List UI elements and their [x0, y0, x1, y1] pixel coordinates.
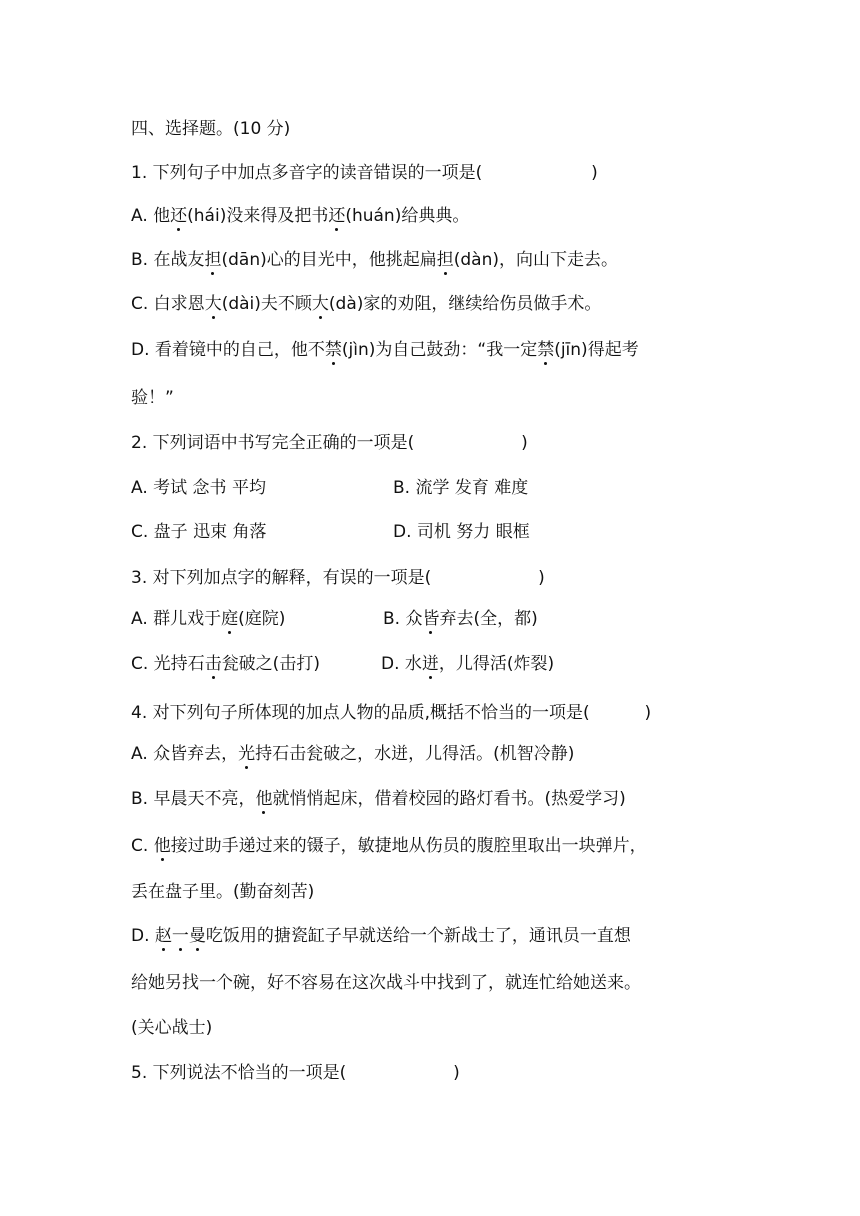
text: B. 早晨天不亮，	[131, 789, 256, 809]
q2-option-b[interactable]: B. 流学 发育 难度	[393, 478, 529, 498]
q3-option-d[interactable]	[381, 653, 554, 675]
dotted-char: 禁	[324, 340, 342, 360]
dotted-char: 赵	[154, 926, 172, 946]
dotted-char: 曼	[188, 926, 206, 946]
text: (dài)夫不顾	[221, 294, 312, 314]
text: 持石击瓮破之，水迸，儿得活。(机智冷静)	[255, 744, 575, 764]
text: (huán)给典典。	[345, 206, 470, 226]
q4-option-a[interactable]	[131, 743, 574, 765]
q4-option-b[interactable]	[131, 788, 626, 810]
q2-option-a[interactable]: A. 考试 念书 平均	[131, 478, 266, 498]
q2-stem-text: 2. 下列词语中书写完全正确的一项是(	[131, 433, 415, 453]
dotted-char: 禁	[537, 340, 555, 360]
q5-stem	[131, 1062, 460, 1084]
text: B. 在战友	[131, 250, 205, 270]
q2-option-c[interactable]: C. 盘子 迅束 角落	[131, 522, 267, 542]
text: (庭院)	[238, 609, 286, 629]
q1-option-d[interactable]	[131, 339, 639, 361]
text: B. 众	[383, 609, 423, 629]
q4-option-d-cont: 给她另找一个碗，好不容易在这次战斗中找到了，就连忙给她送来。	[131, 973, 641, 993]
text: 就悄悄起床，借着校园的路灯看书。(热爱学习)	[272, 789, 626, 809]
q1-option-a[interactable]	[131, 205, 469, 227]
text: (jìn)为自己鼓劲：“我一定	[341, 340, 538, 360]
q3-option-c[interactable]	[131, 653, 320, 675]
dotted-char: 担	[436, 250, 454, 270]
q5-close: )	[453, 1063, 460, 1083]
q2-option-d[interactable]: D. 司机 努力 眼框	[393, 522, 530, 542]
text: (dàn)，向山下走去。	[453, 250, 618, 270]
text: 弃去(全，都)	[439, 609, 538, 629]
section-title: 四、选择题。(10 分)	[131, 119, 291, 139]
text: (jīn)得起考	[554, 340, 639, 360]
text: 吃饭用的搪瓷缸子早就送给一个新战士了，通讯员一直想	[205, 926, 631, 946]
q2-stem	[131, 432, 528, 454]
q4-option-c[interactable]	[131, 835, 647, 857]
text: D. 水	[381, 654, 422, 674]
q1-stem-text: 1. 下列句子中加点多音字的读音错误的一项是(	[131, 163, 483, 183]
q4-option-d-cont2: (关心战士)	[131, 1018, 213, 1038]
q1-option-d-cont: 验！”	[131, 388, 174, 408]
dotted-char: 他	[153, 836, 171, 856]
text: C. 光持石	[131, 654, 205, 674]
q4-stem	[131, 702, 651, 724]
dotted-char: 大	[204, 294, 222, 314]
text: (dà)家的劝阻，继续给伤员做手术。	[328, 294, 602, 314]
q1-option-c[interactable]	[131, 293, 601, 315]
q3-stem-text: 3. 对下列加点字的解释，有误的一项是(	[131, 568, 432, 588]
dotted-char: 迸	[421, 654, 439, 674]
dotted-char: 光	[238, 744, 256, 764]
dotted-char: 庭	[221, 609, 239, 629]
q4-option-c-cont: 丢在盘子里。(勤奋刻苦)	[131, 882, 315, 902]
dotted-char: 他	[255, 789, 273, 809]
text: (hái)没来得及把书	[187, 206, 329, 226]
dotted-char: 大	[311, 294, 329, 314]
q1-stem	[131, 162, 598, 184]
text: D.	[131, 926, 155, 946]
dotted-char: 击	[204, 654, 222, 674]
q1-option-b[interactable]	[131, 249, 618, 271]
q3-option-a[interactable]	[131, 608, 285, 630]
q4-option-d[interactable]	[131, 925, 631, 947]
q3-close: )	[538, 568, 545, 588]
text: 瓮破之(击打)	[221, 654, 320, 674]
q3-stem	[131, 567, 545, 589]
text: A. 群儿戏于	[131, 609, 222, 629]
q3-option-b[interactable]	[383, 608, 538, 630]
text: ，儿得活(炸裂)	[438, 654, 555, 674]
q4-close: )	[644, 703, 652, 723]
q5-stem-text: 5. 下列说法不恰当的一项是(	[131, 1063, 347, 1083]
dotted-char: 还	[170, 206, 188, 226]
text: A. 他	[131, 206, 171, 226]
dotted-char: 担	[204, 250, 222, 270]
text: C.	[131, 836, 154, 856]
text: 接过助手递过来的镊子，敏捷地从伤员的腹腔里取出一块弹片，	[170, 836, 647, 856]
dotted-char: 皆	[422, 609, 440, 629]
dotted-char: 一	[171, 926, 189, 946]
text: C. 白求恩	[131, 294, 205, 314]
text: (dān)心的目光中，他挑起扁	[221, 250, 437, 270]
q4-stem-text: 4. 对下列句子所体现的加点人物的品质,概括不恰当的一项是(	[131, 703, 590, 723]
text: A. 众皆弃去，	[131, 744, 239, 764]
dotted-char: 还	[328, 206, 346, 226]
q1-close: )	[591, 163, 598, 183]
text: D. 看着镜中的自己，他不	[131, 340, 325, 360]
q2-close: )	[521, 433, 528, 453]
